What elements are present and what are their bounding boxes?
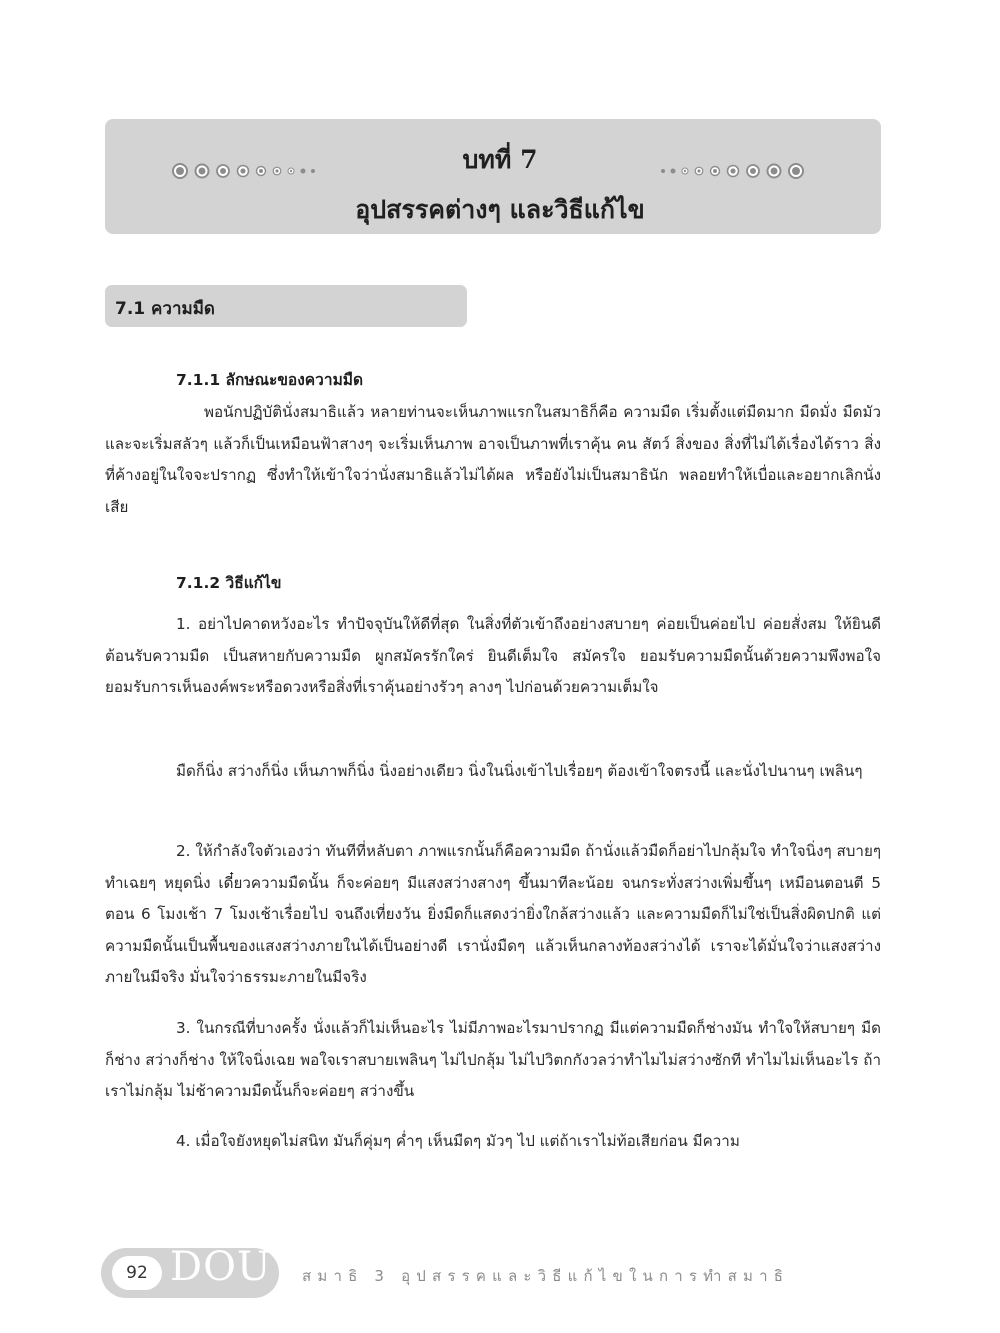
paragraph: มืดก็นิ่ง สว่างก็นิ่ง เห็นภาพก็นิ่ง นิ่งอย่างเดียว นิ่งในนิ่งเข้าไปเรื่อยๆ ต้องเข้าใจตรงนี้ และนั่งไปนานๆ เพลินๆ [176, 762, 863, 780]
paragraph: 2. ให้กำลังใจตัวเองว่า ทันทีที่หลับตา ภาพแรกนั้นก็คือความมืด ถ้านั่งแล้วมืดก็อย่าไปกลุ้มใจ ทำใจนิ่งๆ สบายๆ ทำเฉยๆ หยุดนิ่ง เดี๋ยวความมืดนั้น ก็จะค่อยๆ มีแสงสว่างสางๆ ขึ้นมาทีละน้อย จนกระทั่งสว่างเพิ่มขึ้นๆ เหมือนตอนตี 5 ตอน 6 โมงเช้า 7 โมงเช้าเรื่อยไป จนถึงเที่ยงวัน ยิ่งมืดก็แสดงว่ายิ่งใกล้สว่างแล้ว และความมืดก็ไม่ใช่เป็นสิ่งผิดปกติ แต่ความมืดนั้นเป็นพื้นของแสงสว่างภายในได้เป็นอย่างดี เรานั่งมืดๆ แล้วเห็นกลางท้องสว่างได้ เราจะได้มั่นใจว่าแสงสว่างภายในมีจริง มั่นใจว่าธรรมะภายในมีจริง [105, 842, 881, 986]
section-title: 7.1 ความมืด [115, 299, 215, 319]
chapter-title: อุปสรรคต่างๆ และวิธีแก้ไข [355, 195, 645, 224]
page-number: 92 [112, 1256, 162, 1290]
paragraph: พอนักปฏิบัตินั่งสมาธิแล้ว หลายท่านจะเห็นภาพแรกในสมาธิก็คือ ความมืด เริ่มตั้งแต่มืดมาก มืดมั่ง มืดมัว และจะเริ่มสลัวๆ แล้วก็เป็นเหมือนฟ้าสางๆ จะเริ่มเห็นภาพ อาจเป็นภาพที่เราคุ้น คน สัตว์ สิ่งของ สิ่งที่ไม่ได้เรื่องได้ราว สิ่งที่ค้างอยู่ในใจจะปรากฏ ซึ่งทำให้เข้าใจว่านั่งสมาธิแล้วไม่ได้ผล หรือยังไม่เป็นสมาธินัก พลอยทำให้เบื่อและอยากเลิกนั่งเสีย [105, 403, 881, 516]
paragraph: 1. อย่าไปคาดหวังอะไร ทำปัจจุบันให้ดีที่สุด ในสิ่งที่ตัวเข้าถึงอย่างสบายๆ ค่อยเป็นค่อยไป ค่อยสั่งสม ให้ยินดีต้อนรับความมืด เป็นสหายกับความมืด ผูกสมัครรักใคร่ ยินดีเต็มใจ สมัครใจ ยอมรับความมืดนั้นด้วยความพึงพอใจ ยอมรับการเห็นองค์พระหรือดวงหรือสิ่งที่เราคุ้นอย่างรัวๆ ลางๆ ไปก่อนด้วยความเต็มใจ [105, 615, 881, 696]
subsection-title-characteristics: 7.1.1 ลักษณะของความมืด [176, 371, 364, 389]
chapter-number: บทที่ 7 [462, 145, 538, 174]
subsection-title-solutions: 7.1.2 วิธีแก้ไข [176, 574, 282, 592]
paragraph: 3. ในกรณีที่บางครั้ง นั่งแล้วก็ไม่เห็นอะไร ไม่มีภาพอะไรมาปรากฏ มีแต่ความมืดก็ช่างมัน ทำใจให้สบายๆ มืดก็ช่าง สว่างก็ช่าง ให้ใจนิ่งเฉย พอใจเราสบายเพลินๆ ไม่ไปกลุ้ม ไม่ไปวิตกกังวลว่าทำไมไม่สว่างซักที ทำไมไม่เห็นอะไร ถ้าเราไม่กลุ้ม ไม่ช้าความมืดนั้นก็จะค่อยๆ สว่างขึ้น [105, 1019, 881, 1100]
dou-logo: DOU [170, 1244, 272, 1290]
paragraph: 4. เมื่อใจยังหยุดไม่สนิท มันก็คุ่มๆ ค่ำๆ เห็นมืดๆ มัวๆ ไป แต่ถ้าเราไม่ท้อเสียก่อน มีความ [176, 1132, 740, 1150]
footer-course-title: สมาธิ 3 อุปสรรคและวิธีแก้ไขในการทำสมาธิ [302, 1267, 790, 1285]
